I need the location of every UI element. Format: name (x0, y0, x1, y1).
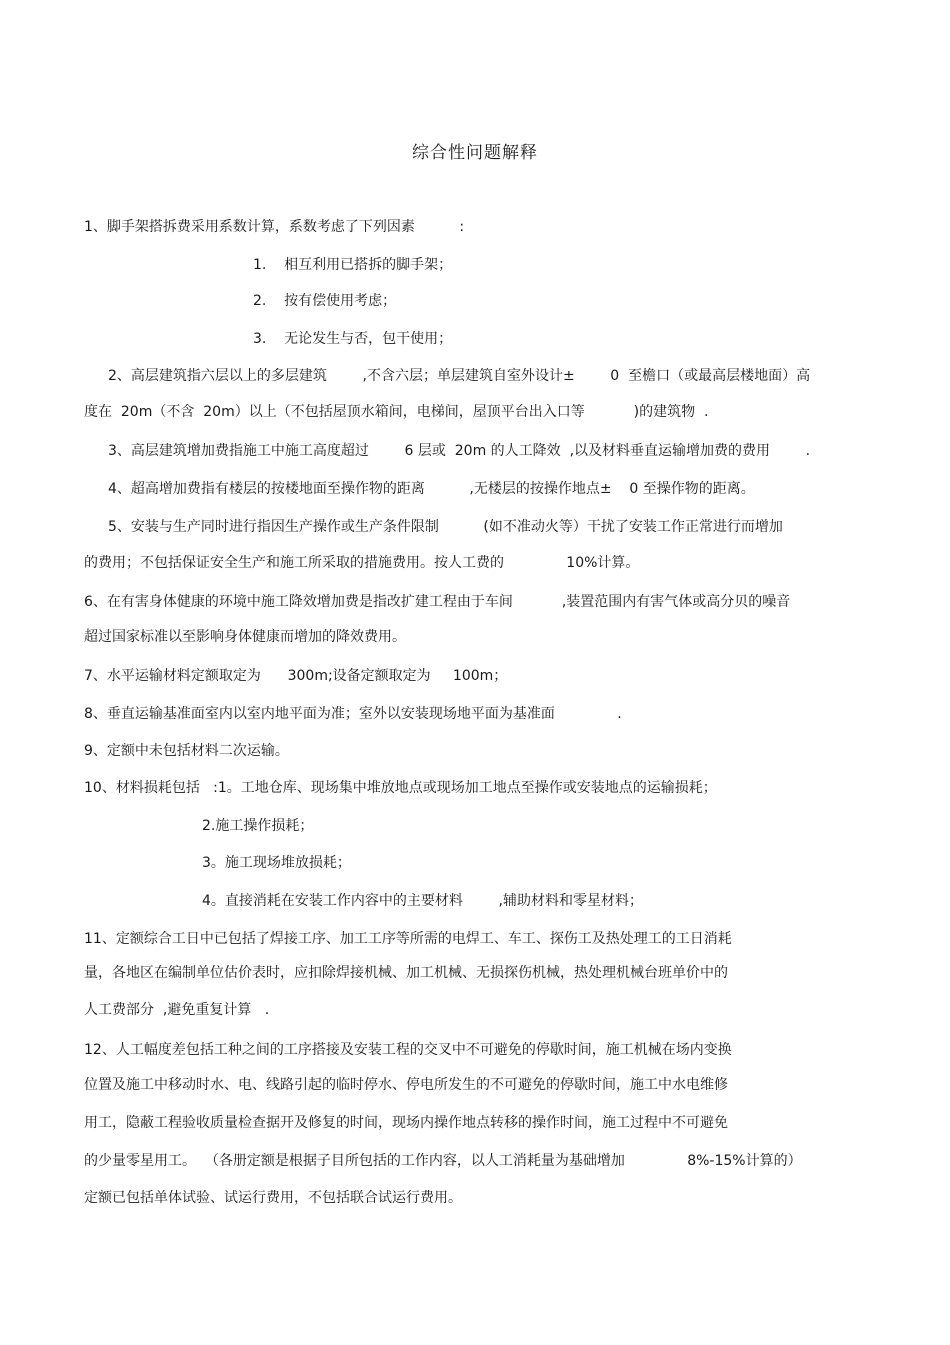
paragraph-line: 人工费部分 ,避免重复计算 . (84, 1002, 270, 1018)
document-title: 综合性问题解释 (412, 143, 538, 163)
paragraph-line: 10、材料损耗包括 :1。工地仓库、现场集中堆放地点或现场加工地点至操作或安装地点的运输损耗； (84, 780, 717, 796)
paragraph-line: 11、定额综合工日中已包括了焊接工序、加工工序等所需的电焊工、车工、探伤工及热处理工的工日消耗 (84, 931, 732, 947)
paragraph-line: 位置及施工中移动时水、电、线路引起的临时停水、停电所发生的不可避免的停歇时间，施工中水电维修 (84, 1077, 728, 1093)
list-item: 2.施工操作损耗； (202, 818, 314, 834)
paragraph-line: 2、高层建筑指六层以上的多层建筑 ,不含六层；单层建筑自室外设计± 0 至檐口（或最高层楼地面）高 (108, 368, 811, 384)
list-item: 4。直接消耗在安装工作内容中的主要材料 ,辅助材料和零星材料； (202, 893, 643, 909)
paragraph-line: 4、超高增加费指有楼层的按楼地面至操作物的距离 ,无楼层的按操作地点± 0 至操作物的距离。 (108, 481, 755, 497)
list-item: 2. 按有偿使用考虑； (253, 293, 397, 309)
list-item: 3. 无论发生与否，包干使用； (253, 331, 453, 347)
paragraph-line: 5、安装与生产同时进行指因生产操作或生产条件限制 (如不准动火等）干扰了安装工作正常进行而增加 (108, 519, 783, 535)
paragraph-line: 8、垂直运输基准面室内以室内地平面为准；室外以安装现场地平面为基准面 . (84, 706, 622, 722)
paragraph-line: 超过国家标准以至影响身体健康而增加的降效费用。 (84, 629, 406, 645)
list-item: 1. 相互利用已搭拆的脚手架； (253, 257, 453, 273)
paragraph-line: 9、定额中未包括材料二次运输。 (84, 743, 289, 759)
paragraph-line: 12、人工幅度差包括工种之间的工序搭接及安装工程的交叉中不可避免的停歇时间，施工机械在场内变换 (84, 1042, 732, 1058)
paragraph-line: 定额已包括单体试验、试运行费用，不包括联合试运行费用。 (84, 1190, 462, 1206)
paragraph-line: 用工，隐蔽工程验收质量检查据开及修复的时间，现场内操作地点转移的操作时间，施工过程中不可避免 (84, 1115, 728, 1131)
paragraph-line: 度在 20m（不含 20m）以上（不包括屋顶水箱间，电梯间，屋顶平台出入口等 )的建筑物 . (84, 404, 709, 420)
paragraph-line: 1、脚手架搭拆费采用系数计算，系数考虑了下列因素 : (84, 219, 465, 235)
paragraph-line: 7、水平运输材料定额取定为 300m;设备定额取定为 100m； (84, 668, 508, 684)
list-item: 3。施工现场堆放损耗； (202, 855, 351, 871)
paragraph-line: 的少量零星用工。 （各册定额是根据子目所包括的工作内容，以人工消耗量为基础增加 8%-15%计算的） (84, 1153, 802, 1169)
paragraph-line: 量，各地区在编制单位估价表时，应扣除焊接机械、加工机械、无损探伤机械，热处理机械台班单价中的 (84, 965, 728, 981)
paragraph-line: 6、在有害身体健康的环境中施工降效增加费是指改扩建工程由于车间 ,装置范围内有害气体或高分贝的噪音 (84, 594, 791, 610)
paragraph-line: 的费用；不包括保证安全生产和施工所采取的措施费用。按人工费的 10%计算。 (84, 555, 640, 571)
paragraph-line: 3、高层建筑增加费指施工中施工高度超过 6 层或 20m 的人工降效 ,以及材料垂直运输增加费的费用 . (108, 443, 811, 459)
